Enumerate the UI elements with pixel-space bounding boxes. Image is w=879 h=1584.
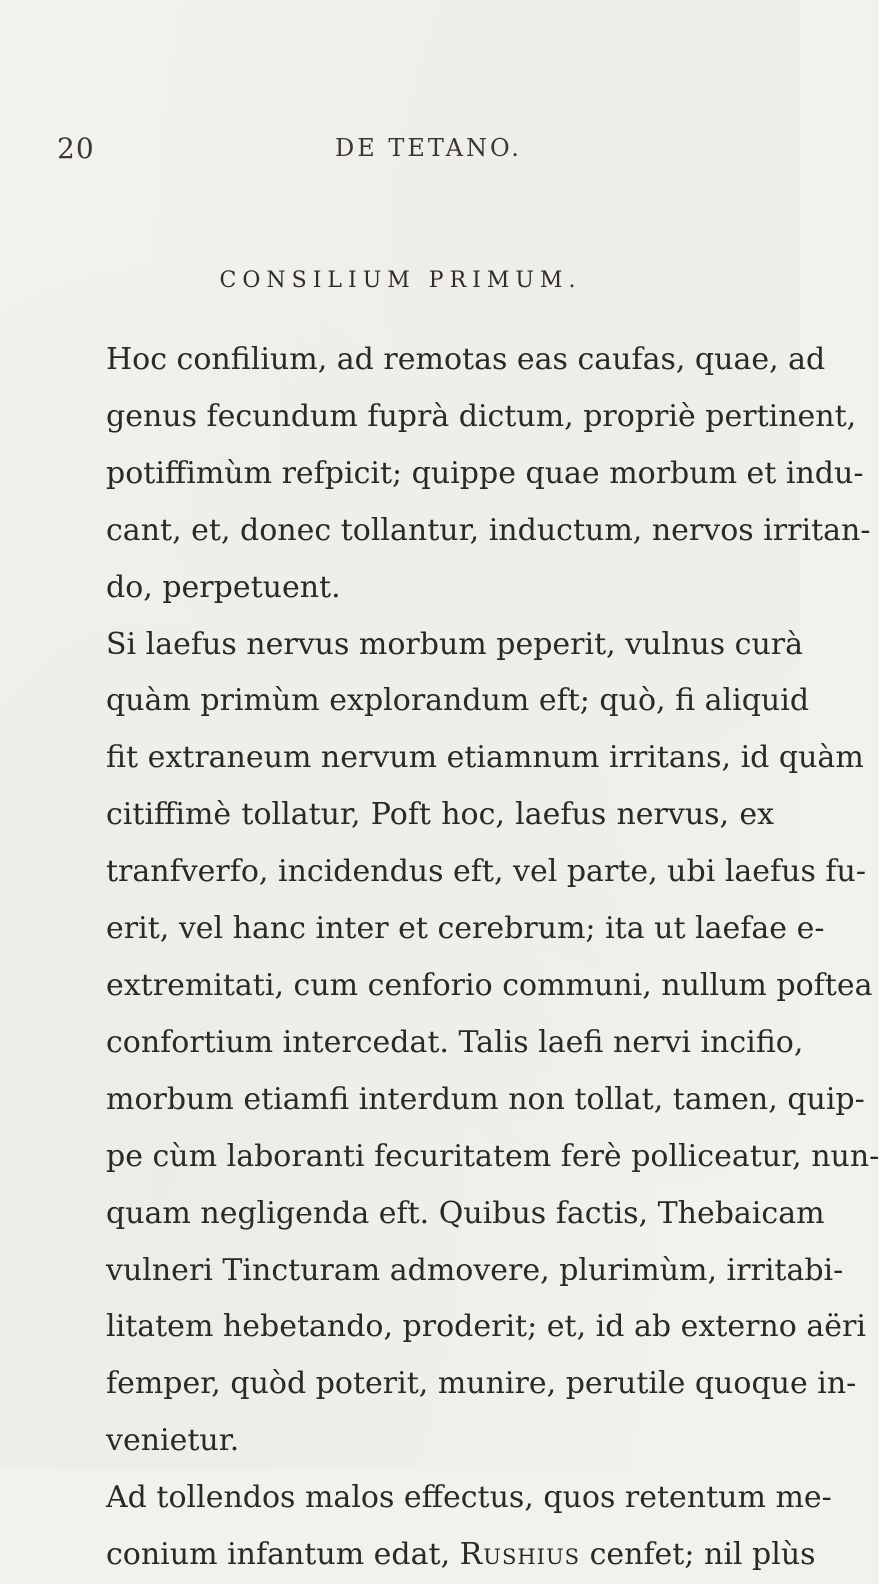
text-line: Hoc confilium, ad remotas eas caufas, quae, ad [106,342,826,377]
text-line: quam negligenda eft. Quibus factis, Thebaicam [106,1195,825,1231]
text-fragment: conium infantum edat, [106,1537,460,1573]
text-line: morbum etiamfi interdum non tollat, tamen, quip- [106,1081,865,1117]
text-line: quàm primùm explorandum eft; quò, fi aliquid [106,683,810,719]
section-title: CONSILIUM PRIMUM. [219,268,582,293]
paragraph-2 [76,617,879,1471]
text-line: pe cùm laboranti fecuritatem ferè polliceatur, nun- [106,1138,879,1174]
text-line: confortium intercedat. Talis laefi nervi incifio, [106,1024,804,1060]
text-line: potiffimùm refpicit; quippe quae morbum et indu- [106,455,864,491]
author-name: Rushius [459,1537,581,1573]
paragraph-3 [76,1470,832,1584]
text-line: erit, vel hanc inter et cerebrum; ita ut laefae e- [106,911,825,947]
page-header [0,132,801,172]
text-line: litatem hebetando, proderit; et, id ab externo aëri [106,1309,866,1345]
text-line: vulneri Tincturam admovere, plurimùm, irritabi- [106,1252,844,1288]
text-line: citiffimè tollatur, Poft hoc, laefus nervus, ex [106,797,774,833]
text-line: venietur. [106,1423,240,1459]
text-line: do, perpetuent. [106,569,341,605]
text-line: tranfverfo, incidendus eft, vel parte, ubi laefus fu- [106,854,866,890]
text-line: extremitati, cum cenforio communi, nullum poftea [106,967,873,1003]
paragraph-1 [76,332,871,617]
text-line: fit extraneum nervum etiamnum irritans, id quàm [106,740,864,776]
page-number: 20 [57,132,95,165]
text-line: cant, et, donec tollantur, inductum, nervos irritan- [106,512,871,548]
text-line: Ad tollendos malos effectus, quos retentum me- [106,1480,832,1516]
text-line: Si laefus nervus morbum peperit, vulnus curà [106,626,804,662]
running-head: DE TETANO. [335,134,522,162]
text-fragment: cenfet; nil plùs [580,1537,816,1573]
text-line [76,1527,816,1584]
text-line: genus fecundum fuprà dictum, propriè pertinent, [106,398,857,434]
text-line: femper, quòd poterit, munire, perutile quoque in- [106,1366,857,1402]
body-text [76,332,879,1584]
